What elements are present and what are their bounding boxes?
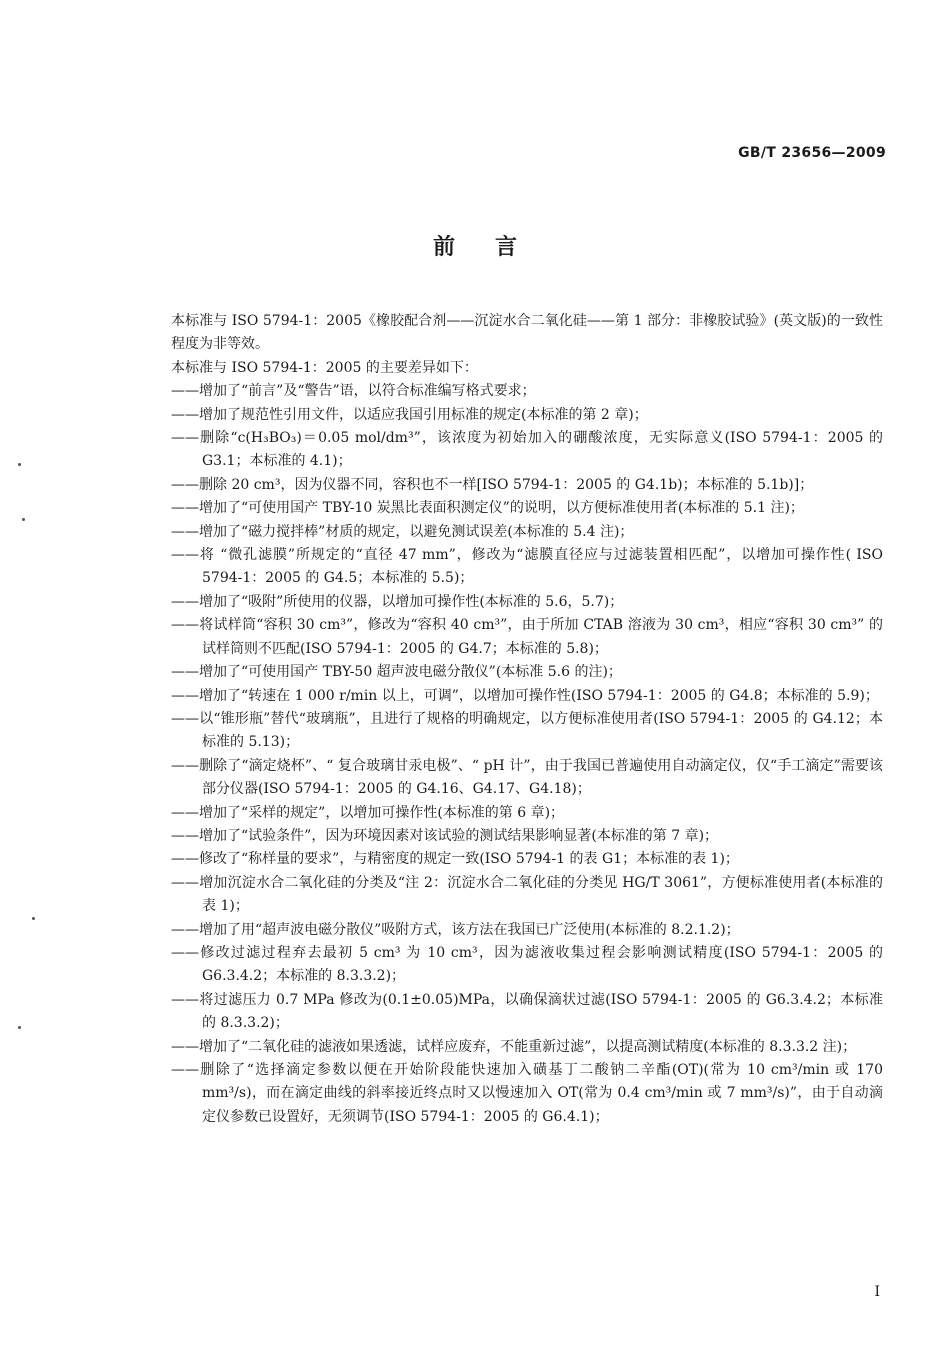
- list-item: ——删除“c(H₃BO₃)＝0.05 mol/dm³”，该浓度为初始加入的硼酸浓度，无实际意义(ISO 5794-1：2005 的 G3.1；本标准的 4.1)；: [171, 430, 883, 470]
- scan-speck: [18, 1026, 21, 1029]
- list-item: ——增加了“二氧化硅的滤液如果透滤，试样应废弃，不能重新过滤”，以提高测试精度(本标准的 8.3.3.2 注)；: [171, 1038, 857, 1055]
- list-item: ——将 “微孔滤膜”所规定的“直径 47 mm”，修改为“滤膜直径应与过滤装置相匹配”，以增加可操作性( ISO 5794-1：2005 的 G4.5；本标准的 5.5)；: [171, 547, 883, 587]
- page-title: 前言: [432, 234, 557, 260]
- list-item: ——增加了用“超声波电磁分散仪”吸附方式，该方法在我国已广泛使用(本标准的 8.2.1.2)；: [171, 921, 740, 938]
- list-item: ——增加了“可使用国产 TBY-10 炭黑比表面积测定仪”的说明，以方便标准使用者(本标准的 5.1 注)；: [171, 500, 804, 517]
- list-item: ——删除了“滴定烧杯”、“ 复合玻璃甘汞电极”、“ pH 计”，由于我国已普遍使用自动滴定仪，仅“手工滴定”需要该部分仪器(ISO 5794-1：2005 的 G4.16、G4.17、G4.18)；: [171, 757, 883, 798]
- list-item: ——以“锥形瓶”替代“玻璃瓶”，且进行了规格的明确规定，以方便标准使用者(ISO 5794-1：2005 的 G4.12；本标准的 5.13)；: [171, 710, 883, 751]
- list-item: ——增加了“试验条件”，因为环境因素对该试验的测试结果影响显著(本标准的第 7 章)；: [171, 827, 719, 844]
- list-item: ——修改过滤过程弃去最初 5 cm³ 为 10 cm³，因为滤液收集过程会影响测试精度(ISO 5794-1：2005 的 G6.3.4.2；本标准的 8.3.3.2)；: [171, 944, 883, 985]
- list-item: ——增加了“磁力搅拌棒”材质的规定，以避免测试误差(本标准的 5.4 注)；: [171, 523, 634, 540]
- scan-speck: [22, 518, 25, 521]
- page-number: I: [874, 1284, 880, 1300]
- list-item: ——增加了规范性引用文件，以适应我国引用标准的规定(本标准的第 2 章)；: [171, 406, 648, 423]
- list-item: ——增加了“可使用国产 TBY-50 超声波电磁分散仪”(本标准 5.6 的注)；: [171, 664, 622, 681]
- standard-code: GB/T 23656—2009: [738, 145, 886, 161]
- list-item: ——增加了“前言”及“警告”语，以符合标准编写格式要求；: [171, 383, 536, 400]
- document-body: [171, 310, 883, 1129]
- paragraph-differences-intro: 本标准与 ISO 5794-1：2005 的主要差异如下：: [171, 359, 478, 376]
- list-item: ——增加沉淀水合二氧化硅的分类及“注 2：沉淀水合二氧化硅的分类见 HG/T 3061”，方便标准使用者(本标准的表 1)；: [171, 874, 883, 915]
- paragraph-intro: 本标准与 ISO 5794-1：2005《橡胶配合剂——沉淀水合二氧化硅——第 1 部分：非橡胶试验》(英文版)的一致性程度为非等效。: [171, 313, 883, 353]
- scan-speck: [32, 917, 35, 920]
- list-item: ——将过滤压力 0.7 MPa 修改为(0.1±0.05)MPa，以确保滴状过滤(ISO 5794-1：2005 的 G6.3.4.2；本标准的 8.3.3.2)；: [171, 991, 883, 1032]
- list-item: ——删除 20 cm³，因为仪器不同，容积也不一样[ISO 5794-1：2005 的 G4.1b)；本标准的 5.1b)]；: [171, 476, 814, 493]
- list-item: ——删除了“选择滴定参数以便在开始阶段能快速加入磺基丁二酸钠二辛酯(OT)(常为 10 cm³/min 或 170 mm³/s)，而在滴定曲线的斜率接近终点时又以慢速加入 OT(常为 0.4 cm³/min 或 7 mm³/s)”，由于自动滴定仪参数已设置好，无须调节(ISO 5794-1：2005 的 G6.4.1)；: [171, 1062, 883, 1125]
- list-item: ——将试样筒“容积 30 cm³”，修改为“容积 40 cm³”，由于所加 CTAB 溶液为 30 cm³，相应“容积 30 cm³” 的试样筒则不匹配(ISO 5794-1：2005 的 G4.7；本标准的 5.8)；: [171, 617, 883, 657]
- list-item: ——增加了“转速在 1 000 r/min 以上，可调”，以增加可操作性(ISO 5794-1：2005 的 G4.8；本标准的 5.9)；: [171, 687, 879, 704]
- difference-list: [171, 380, 883, 1129]
- scan-speck: [18, 463, 21, 466]
- list-item: ——增加了“采样的规定”，以增加可操作性(本标准的第 6 章)；: [171, 804, 565, 821]
- list-item: ——修改了“称样量的要求”，与精密度的规定一致(ISO 5794-1 的表 G1；本标准的表 1)；: [171, 851, 739, 868]
- list-item: ——增加了“吸附”所使用的仪器，以增加可操作性(本标准的 5.6，5.7)；: [171, 593, 624, 610]
